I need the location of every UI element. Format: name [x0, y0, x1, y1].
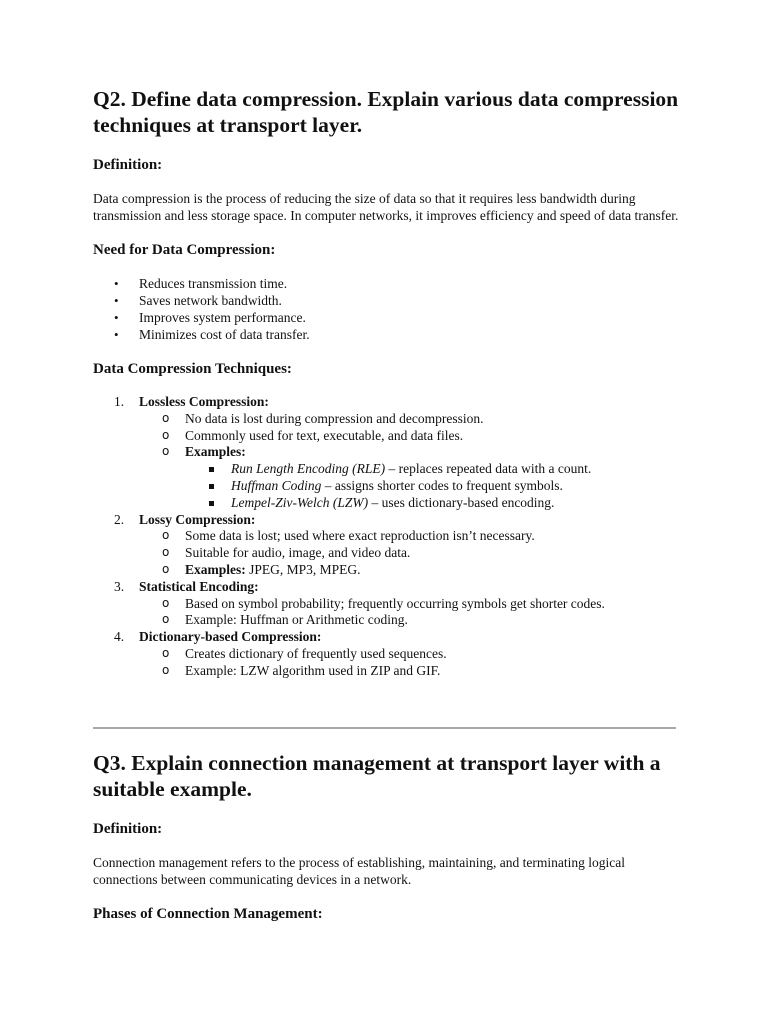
- q3-section: [93, 750, 683, 923]
- technique-name: Statistical Encoding:: [139, 578, 259, 594]
- q2-section: [93, 86, 683, 680]
- q2-title: Q2. Define data compression. Explain various data compression techniques at transport layer.: [93, 87, 679, 137]
- need-list: [93, 275, 683, 343]
- need-heading: Need for Data Compression:: [93, 242, 276, 258]
- techniques-heading: Data Compression Techniques:: [93, 361, 292, 377]
- phases-heading: Phases of Connection Management:: [93, 906, 323, 922]
- example-desc: – replaces repeated data with a count.: [385, 461, 592, 477]
- q2-definition-text: Data compression is the process of reducing the size of data so that it requires less bandwidth during transmission and less storage space. In computer networks, it improves efficiency and speed of data transfer.: [93, 191, 679, 223]
- example-desc: – assigns shorter codes to frequent symbols.: [321, 477, 563, 493]
- list-item: o Creates dictionary of frequently used sequences.: [139, 646, 683, 663]
- technique-lossless: [93, 394, 683, 512]
- examples-label: Examples:: [185, 444, 246, 460]
- examples-label: Examples:: [185, 561, 246, 577]
- examples-text: JPEG, MP3, MPEG.: [245, 561, 361, 577]
- techniques-list: [93, 394, 683, 680]
- technique-statistical: [93, 579, 683, 629]
- list-item: [185, 495, 683, 512]
- technique-points: [139, 528, 683, 578]
- q2-definition-heading: Definition:: [93, 157, 163, 173]
- list-item: • Improves system performance.: [93, 309, 683, 326]
- q3-definition-text: Connection management refers to the process of establishing, maintaining, and terminating logical connections between communicating devices in a network.: [93, 855, 625, 887]
- list-item: o Example: Huffman or Arithmetic coding.: [139, 612, 683, 629]
- technique-name: Lossy Compression:: [139, 511, 256, 527]
- example-name: Lempel-Ziv-Welch (LZW): [231, 494, 369, 510]
- list-item: • Reduces transmission time.: [93, 275, 683, 292]
- list-item: • Saves network bandwidth.: [93, 292, 683, 309]
- technique-name: Lossless Compression:: [139, 394, 269, 409]
- technique-number: 3.: [114, 578, 125, 594]
- section-divider: [93, 727, 676, 729]
- list-item: o Suitable for audio, image, and video data.: [139, 545, 683, 562]
- examples-list: [185, 461, 683, 511]
- example-name: Run Length Encoding (RLE): [231, 461, 386, 477]
- example-desc: – uses dictionary-based encoding.: [368, 494, 555, 510]
- list-item: [185, 461, 683, 478]
- technique-name: Dictionary-based Compression:: [139, 629, 322, 645]
- q3-definition-heading: Definition:: [93, 821, 163, 837]
- technique-lossy: [93, 512, 683, 579]
- list-item: o Based on symbol probability; frequently occurring symbols get shorter codes.: [139, 596, 683, 613]
- list-item: o Example: LZW algorithm used in ZIP and GIF.: [139, 663, 683, 680]
- example-name: Huffman Coding: [231, 477, 322, 493]
- list-item: [185, 478, 683, 495]
- list-item: [139, 562, 683, 579]
- technique-number: 4.: [114, 629, 125, 645]
- technique-number: 2.: [114, 511, 125, 527]
- q3-title: Q3. Explain connection management at transport layer with a suitable example.: [93, 751, 661, 801]
- list-item: • Minimizes cost of data transfer.: [93, 326, 683, 343]
- technique-number: 1.: [114, 394, 125, 409]
- list-item: o No data is lost during compression and decompression.: [139, 411, 683, 428]
- list-item: o Commonly used for text, executable, and data files.: [139, 428, 683, 445]
- list-item: o Some data is lost; used where exact reproduction isn’t necessary.: [139, 528, 683, 545]
- technique-points: [139, 411, 683, 512]
- technique-points: [139, 596, 683, 630]
- technique-points: [139, 646, 683, 680]
- technique-dictionary: [93, 629, 683, 679]
- list-item: [139, 444, 683, 511]
